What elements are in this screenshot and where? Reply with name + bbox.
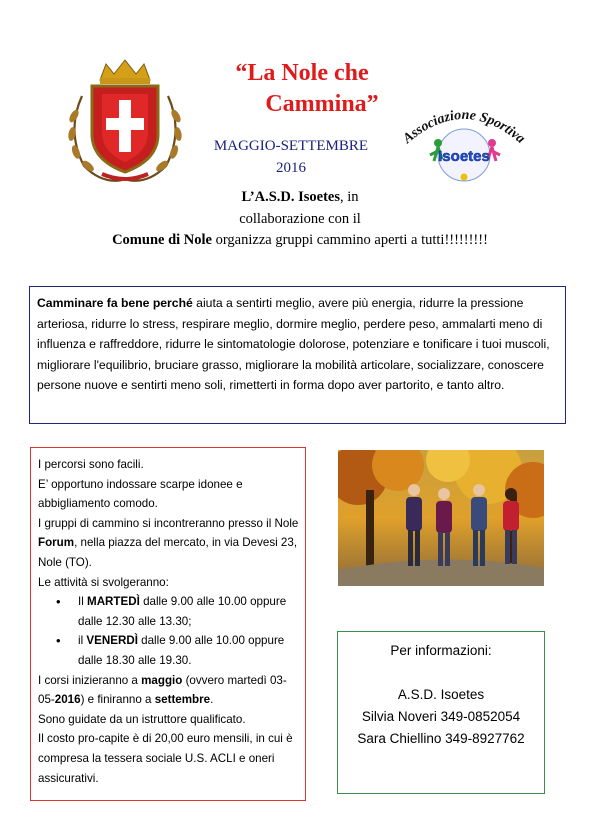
details-p7: Il costo pro-capite è di 20,00 euro mensili, in cui è compresa la tessera sociale U.S. ACLI e oneri assicurativi.: [38, 732, 293, 785]
schedule-tuesday: • Il MARTEDÌ dalle 9.00 alle 10.00 oppure dalle 12.30 alle 13.30;: [56, 594, 287, 628]
schedule-friday: • il VENERDÌ dalle 9.00 alle 10.00 oppure dalle 18.30 alle 19.30.: [56, 633, 285, 667]
period-months: MAGGIO-SETTEMBRE: [213, 138, 369, 154]
title-line-1: “La Nole che: [235, 60, 369, 86]
details-box: [30, 447, 306, 801]
contact-heading: Per informazioni:: [390, 643, 492, 658]
bullet-icon: •: [56, 594, 61, 610]
contact-box: [337, 631, 545, 794]
walkers-photo: [338, 450, 544, 586]
details-p2: E’ opportuno indossare scarpe idonee e abbigliamento comodo.: [38, 477, 243, 511]
contact-person-2: Sara Chiellino 349-8927762: [357, 731, 525, 746]
details-p3: I gruppi di cammino si incontreranno presso il Nole Forum, nella piazza del mercato, in via Devesi 23, Nole (TO).: [38, 516, 299, 569]
intro-line3-rest: organizza gruppi cammino aperti a tutti!!!!!!!!!: [211, 232, 488, 248]
isoetes-logo: [398, 97, 530, 187]
intro-line2: collaborazione con il: [239, 210, 361, 227]
contact-org: A.S.D. Isoetes: [397, 687, 485, 702]
details-p6: Sono guidate da un istruttore qualificato.: [38, 712, 246, 726]
logo-name: Isoetes: [438, 148, 490, 165]
schedule-list: [38, 592, 299, 670]
benefits-box: [29, 286, 566, 424]
bullet-icon: •: [56, 633, 61, 649]
contact-person-1: Silvia Noveri 349-0852054: [361, 709, 521, 724]
title-line-2: Cammina”: [265, 91, 379, 117]
period-year: 2016: [276, 160, 306, 176]
details-p1: I percorsi sono facili.: [38, 458, 144, 471]
nole-coat-of-arms-icon: [62, 56, 188, 190]
intro-line1-rest: , in: [340, 189, 359, 205]
intro-org: L’A.S.D. Isoetes: [241, 189, 341, 205]
details-p5: I corsi inizieranno a maggio (ovvero martedì 03-05-2016) e finiranno a settembre.: [38, 673, 287, 707]
forum-label: Forum: [38, 536, 75, 550]
benefits-text: aiuta a sentirti meglio, avere più energia, ridurre la pressione arteriosa, ridurre lo stress, respirare meglio, dormire meglio, perdere peso, ammalarti meno di influenza e raffreddore, ridurre le sintomatologie dolorose, potenziare e tonificare i tuoi muscoli, migliorare l'equilibrio, bruciare grasso, migliorare la mobilità articolare, socializzare, conoscere persone nuove e sentirti meno soli, rimetterti in forma dopo aver partorito, e tanto altro.: [37, 296, 550, 393]
logo-arc-text: Associazione Sportiva: [400, 107, 528, 147]
benefits-lead: Camminare fa bene perché: [37, 296, 193, 310]
intro-comune: Comune di Nole: [112, 232, 212, 248]
details-p4: Le attività si svolgeranno:: [38, 575, 169, 589]
